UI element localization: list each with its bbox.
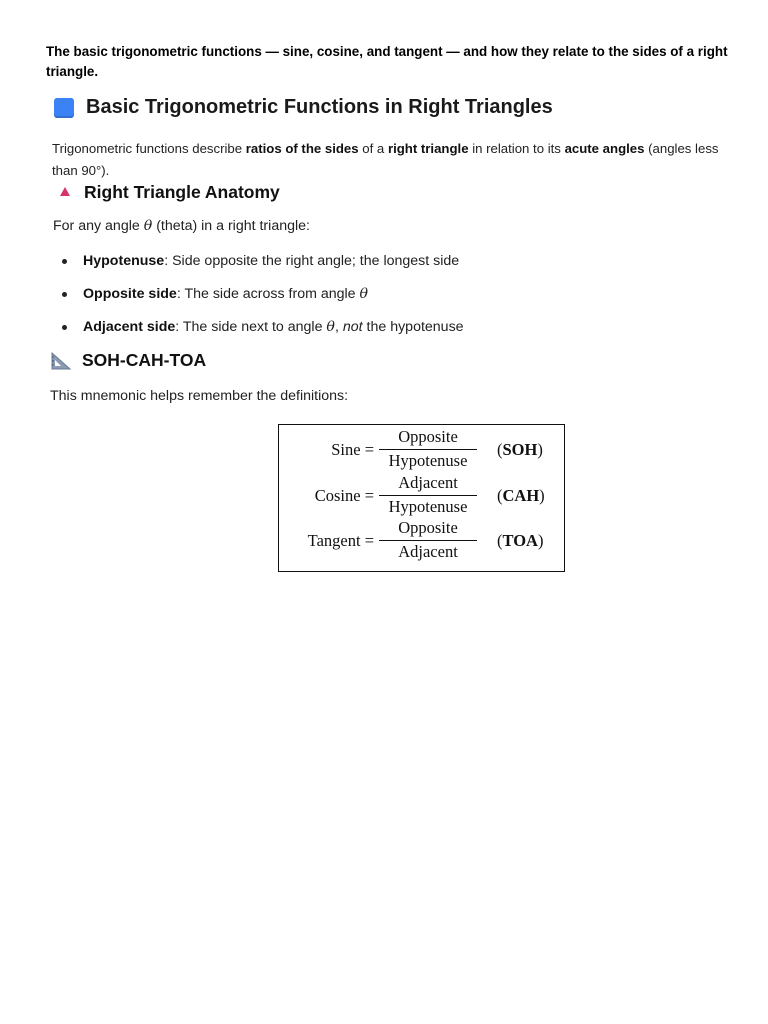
fraction xyxy=(379,518,477,562)
list-item-opposite xyxy=(62,283,464,316)
fraction xyxy=(379,427,477,471)
fraction-numerator: Opposite xyxy=(398,518,458,537)
for-any-angle-text xyxy=(53,218,310,234)
tag-open: ( xyxy=(497,486,503,505)
tag-text: CAH xyxy=(502,486,540,505)
lead-bold-right-triangle: right triangle xyxy=(387,141,469,156)
red-triangle-icon xyxy=(60,187,70,196)
lead-text-3: in relation to its xyxy=(468,141,565,156)
definition-adjacent: : The side next to angle xyxy=(175,319,327,335)
definition-comma: , xyxy=(334,319,343,335)
formula-box xyxy=(278,424,565,572)
theta-symbol: θ xyxy=(326,319,335,335)
tag-close: ) xyxy=(537,531,544,550)
subheading-right-triangle-anatomy xyxy=(60,182,280,203)
tag-text: TOA xyxy=(502,531,538,550)
formula-row-tangent xyxy=(279,518,564,562)
theta-symbol: θ xyxy=(143,218,153,234)
formula-row-sine xyxy=(279,427,564,471)
fraction-denominator: Hypotenuse xyxy=(388,497,468,516)
section-heading-text: Basic Trigonometric Functions in Right Triangles xyxy=(86,96,553,118)
definition-tail: the hypotenuse xyxy=(362,319,464,335)
formula-label: Sine = xyxy=(331,440,374,459)
list-item-adjacent xyxy=(62,316,464,349)
for-any-after: (theta) in a right triangle: xyxy=(152,218,310,234)
lead-text-4: (angles less than 90°). xyxy=(52,141,719,178)
tag-close: ) xyxy=(537,440,543,459)
lead-paragraph xyxy=(52,138,722,182)
formula-label: Cosine = xyxy=(314,486,374,505)
emphasis-not: not xyxy=(342,319,363,335)
theta-symbol: θ xyxy=(359,286,369,302)
list-item-hypotenuse xyxy=(62,250,464,283)
subheading-soh-cah-toa xyxy=(50,350,206,371)
term-adjacent: Adjacent side xyxy=(83,319,176,335)
term-opposite: Opposite side xyxy=(83,286,177,302)
formula-tag xyxy=(497,531,543,551)
lead-text-1: Trigonometric functions describe xyxy=(52,141,246,156)
tag-open: ( xyxy=(497,440,503,459)
tag-close: ) xyxy=(539,486,545,505)
tag-open: ( xyxy=(497,531,503,550)
subheading-text: Right Triangle Anatomy xyxy=(84,182,280,202)
definition-hypotenuse: : Side opposite the right angle; the longest side xyxy=(164,253,460,269)
formula-tag xyxy=(497,486,545,506)
triangular-ruler-icon xyxy=(50,351,72,371)
anatomy-list xyxy=(62,250,464,349)
fraction-denominator: Adjacent xyxy=(398,542,458,561)
formula-row-cosine xyxy=(279,473,564,517)
fraction-denominator: Hypotenuse xyxy=(388,451,468,470)
lead-text-2: of a xyxy=(358,141,388,156)
fraction-numerator: Opposite xyxy=(398,427,458,446)
mnemonic-text: This mnemonic helps remember the definitions: xyxy=(50,388,349,404)
formula-tag xyxy=(497,440,543,460)
blue-square-icon xyxy=(54,98,74,118)
fraction-numerator: Adjacent xyxy=(398,473,458,492)
definition-opposite: : The side across from angle xyxy=(176,286,360,302)
fraction xyxy=(379,473,477,517)
intro-text: The basic trigonometric functions — sine, cosine, and tangent — and how they relate to the sides of a right triangle. xyxy=(46,44,728,79)
subheading-text: SOH-CAH-TOA xyxy=(82,350,207,370)
fraction-bar xyxy=(379,495,477,496)
tag-text: SOH xyxy=(502,440,538,459)
fraction-bar xyxy=(379,540,477,541)
lead-bold-ratios: ratios of the sides xyxy=(245,141,359,156)
fraction-bar xyxy=(379,449,477,450)
term-hypotenuse: Hypotenuse xyxy=(83,253,165,269)
section-heading-basic-trig xyxy=(54,96,553,119)
lead-bold-acute-angles: acute angles xyxy=(564,141,645,156)
for-any-before: For any angle xyxy=(53,218,144,234)
formula-label: Tangent = xyxy=(307,531,374,550)
